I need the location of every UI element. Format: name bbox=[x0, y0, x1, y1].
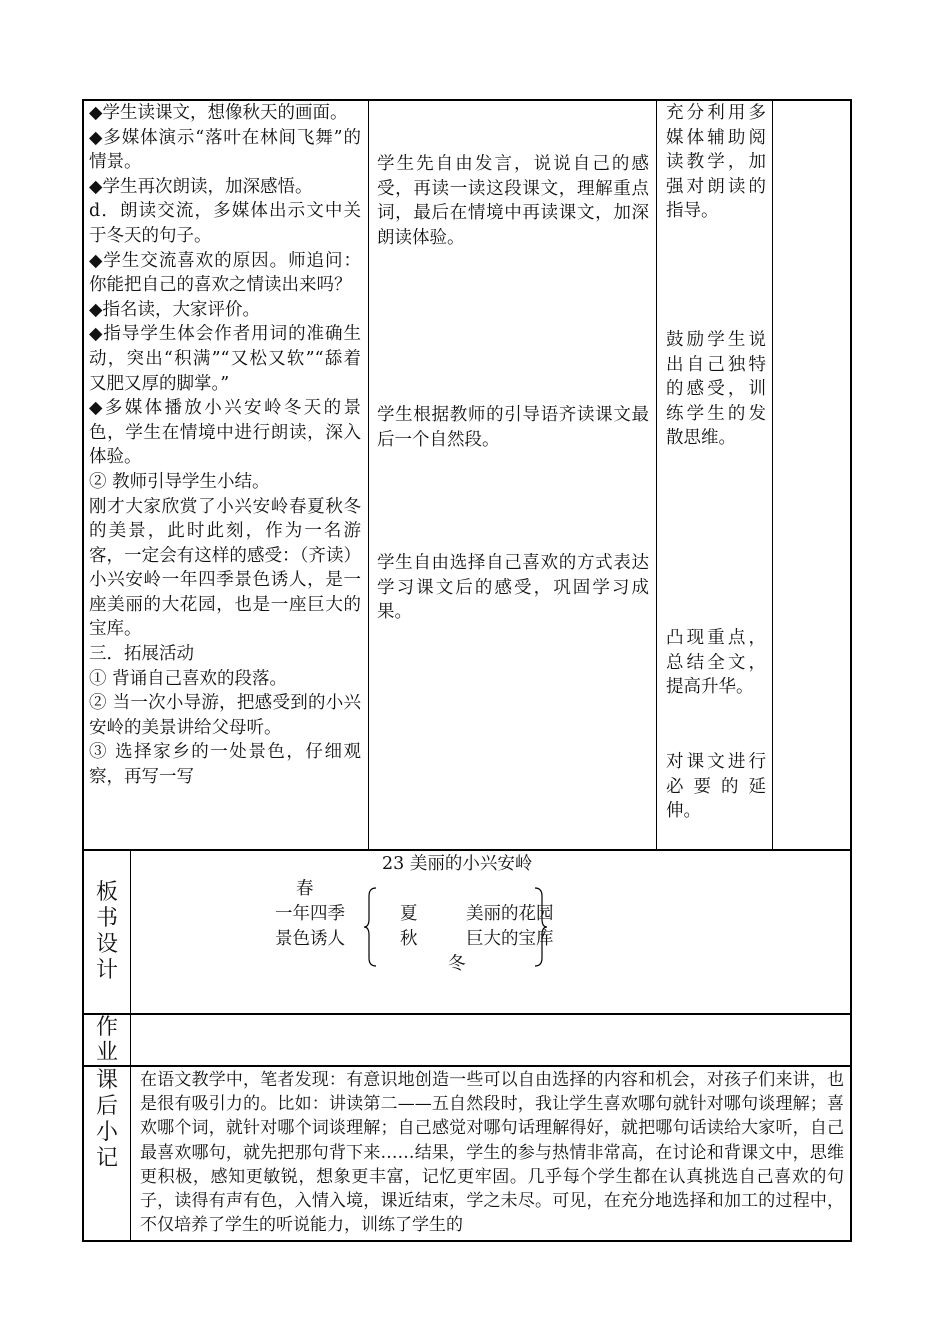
row-divider bbox=[82, 849, 852, 851]
activity-line: ◆学生再次朗读，加深感悟。 bbox=[89, 176, 313, 197]
board-design-label-text: 板书设计 bbox=[95, 880, 118, 983]
reflection-label bbox=[84, 1068, 130, 1172]
board-design-label bbox=[84, 880, 130, 984]
activity-line: d．朗读交流，多媒体出示文中关于冬天的句子。 bbox=[89, 201, 361, 246]
activity-line: ③ 选择家乡的一处景色，仔细观察，再写一写 bbox=[89, 742, 361, 788]
activity-line: ◆学生交流喜欢的原因。师追问：你能把自己的喜欢之情读出来吗？ bbox=[89, 250, 361, 296]
row-divider bbox=[82, 1065, 852, 1067]
activity-line: ◆多媒体演示“落叶在林间飞舞”的情景。 bbox=[89, 127, 361, 173]
activity-line: ◆指名读，大家评价。 bbox=[89, 299, 260, 320]
table-border-right bbox=[850, 99, 852, 1242]
label-column-divider bbox=[130, 849, 131, 1241]
reflection-label-text: 课后小记 bbox=[95, 1068, 118, 1171]
activity-line: ◆多媒体播放小兴安岭冬天的景色，学生在情境中进行朗读，深入体验。 bbox=[89, 398, 361, 468]
board-season-spring: 春 bbox=[296, 879, 314, 899]
student-activity-3: 学生自由选择自己喜欢的方式表达学习课文后的感受，巩固学习成果。 bbox=[377, 553, 649, 623]
column-divider bbox=[656, 99, 657, 850]
column-divider bbox=[368, 99, 369, 850]
homework-label bbox=[84, 1015, 130, 1065]
design-intent-2: 鼓励学生说出自己独特的感受，训练学生的发散思维。 bbox=[666, 330, 766, 449]
table-border-bottom bbox=[82, 1240, 852, 1242]
board-season-summer: 夏 bbox=[400, 904, 418, 924]
activity-line: ① 背诵自己喜欢的段落。 bbox=[89, 668, 288, 689]
design-intent-4: 对课文进行必要的延伸。 bbox=[666, 752, 766, 822]
board-season-autumn: 秋 bbox=[400, 929, 418, 949]
activity-line: 刚才大家欣赏了小兴安岭春夏秋冬的美景，此时此刻，作为一名游客，一定会有这样的感受：（齐读）小兴安岭一年四季景色诱人，是一座美丽的大花园，也是一座巨大的宝库。 bbox=[89, 496, 361, 640]
column-divider bbox=[772, 99, 773, 850]
activity-line: ◆学生读课文，想像秋天的画面。 bbox=[89, 103, 348, 123]
board-right-line-1: 美丽的花园 bbox=[466, 904, 554, 924]
homework-label-text: 作业 bbox=[95, 1015, 118, 1065]
activity-line: ② 当一次小导游，把感受到的小兴安岭的美景讲给父母听。 bbox=[89, 693, 361, 738]
board-left-line-1: 一年四季 bbox=[275, 904, 345, 924]
teacher-activities-cell bbox=[89, 101, 361, 790]
reflection-text: 在语文教学中，笔者发现：有意识地创造一些可以自由选择的内容和机会，对孩子们来讲，也是很有吸引力的。比如：讲读第二——五自然段时，我让学生喜欢哪句就针对哪句谈理解；喜欢哪个词，就针对哪个词谈理解；自己感觉对哪句话理解得好，就把哪句话读给大家听，自己最喜欢哪句，就先把那句背下来……结果，学生的参与热情非常高，在讨论和背课文中，思维更积极，感知更敏锐，想象更丰富，记忆更牢固。几乎每个学生都在认真挑选自己喜欢的句子，读得有声有色，入情入境，课近结束，学之未尽。可见，在充分地选择和加工的过程中，不仅培养了学生的听说能力，训练了学生的 bbox=[140, 1070, 844, 1236]
board-right-line-2: 巨大的宝库 bbox=[466, 929, 554, 949]
student-activity-2: 学生根据教师的引导语齐读课文最后一个自然段。 bbox=[377, 405, 649, 450]
activity-line: ◆指导学生体会作者用词的准确生动，突出“积满”“又松又软”“舔着又肥又厚的脚掌。” bbox=[89, 324, 361, 394]
activity-line: 三．拓展活动 bbox=[89, 644, 194, 665]
board-title: 23 美丽的小兴安岭 bbox=[382, 854, 533, 874]
activity-line: ② 教师引导学生小结。 bbox=[89, 471, 270, 492]
board-left-brace bbox=[362, 886, 380, 968]
design-intent-3: 凸现重点，总结全文，提高升华。 bbox=[666, 628, 766, 698]
board-season-winter: 冬 bbox=[448, 954, 466, 974]
row-divider bbox=[82, 1013, 852, 1015]
board-right-brace bbox=[531, 886, 549, 968]
board-left-line-2: 景色诱人 bbox=[275, 929, 345, 949]
student-activity-1: 学生先自由发言，说说自己的感受，再读一读这段课文，理解重点词，最后在情境中再读课文，加深朗读体验。 bbox=[377, 154, 649, 248]
design-intent-1: 充分利用多媒体辅助阅读教学，加强对朗读的指导。 bbox=[666, 103, 766, 222]
